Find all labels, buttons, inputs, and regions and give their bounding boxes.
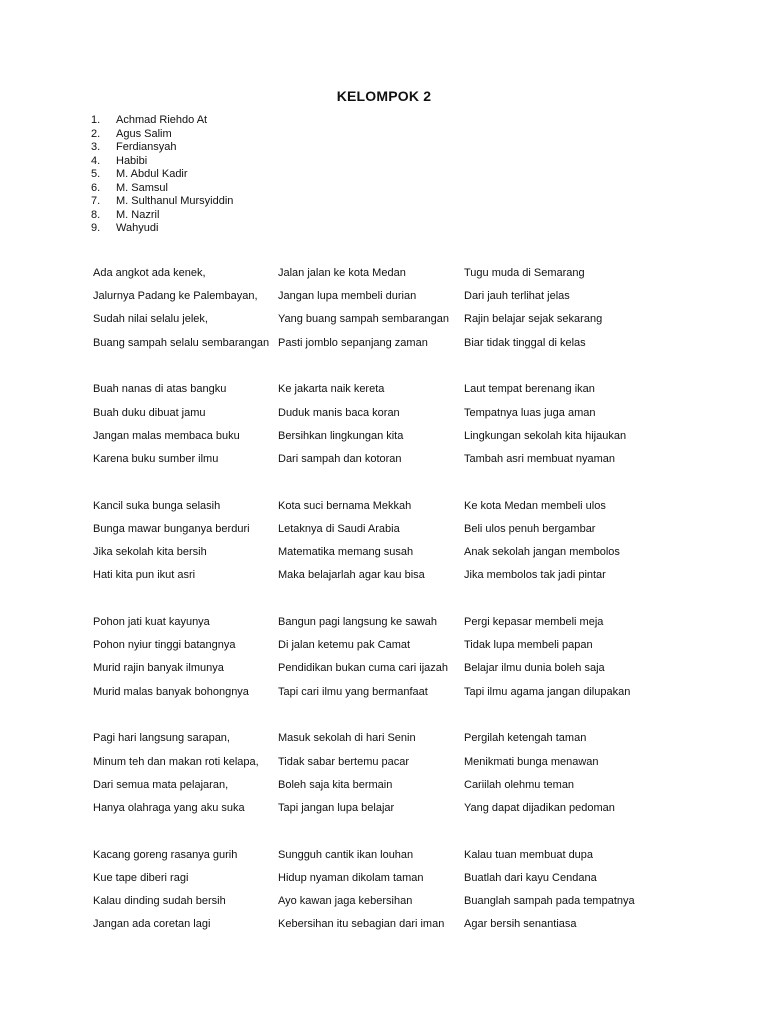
member-number: 9.	[91, 222, 101, 234]
pantun-line: Rajin belajar sejak sekarang	[464, 313, 603, 326]
pantun-line: Buatlah dari kayu Cendana	[464, 871, 597, 884]
pantun	[464, 731, 753, 824]
pantun-line: Kacang goreng rasanya gurih	[93, 848, 238, 861]
pantun-line: Letaknya di Saudi Arabia	[278, 522, 400, 535]
pantun-line: Jangan lupa membeli durian	[278, 290, 417, 303]
pantun-line: Hanya olahraga yang aku suka	[93, 801, 245, 814]
pantun	[278, 731, 464, 824]
pantun-line: Jalurnya Padang ke Palembayan,	[93, 290, 258, 303]
pantun-line: Jalan jalan ke kota Medan	[278, 267, 406, 279]
pantun-line: Pergi kepasar membeli meja	[464, 616, 604, 629]
pantun-line: Cariilah olehmu teman	[464, 778, 575, 791]
pantun-line: Yang buang sampah sembarangan	[278, 313, 450, 326]
member-item	[91, 128, 233, 142]
pantun-line: Pagi hari langsung sarapan,	[93, 732, 230, 745]
member-name: M. Sulthanul Mursyiddin	[116, 195, 234, 207]
pantun-row	[93, 382, 753, 475]
pantun	[278, 615, 464, 708]
pantun-line: Menikmati bunga menawan	[464, 755, 599, 768]
pantun-row	[93, 615, 753, 708]
pantun-line: Jika sekolah kita bersih	[93, 546, 207, 559]
member-name: Wahyudi	[116, 222, 159, 234]
member-item	[91, 141, 233, 155]
pantun-line: Laut tempat berenang ikan	[464, 383, 595, 396]
pantun-row	[93, 499, 753, 592]
member-number: 4.	[91, 154, 101, 167]
member-name: Agus Salim	[116, 127, 172, 140]
pantun-line: Hidup nyaman dikolam taman	[278, 871, 424, 884]
pantun-line: Belajar ilmu dunia boleh saja	[464, 662, 605, 675]
pantun-line: Minum teh dan makan roti kelapa,	[93, 755, 259, 768]
pantun-line: Lingkungan sekolah kita hijaukan	[464, 429, 627, 442]
pantun-line: Tugu muda di Semarang	[464, 267, 585, 279]
pantun-line: Tempatnya luas juga aman	[464, 406, 596, 419]
pantun-line: Pohon jati kuat kayunya	[93, 616, 210, 629]
pantun-line: Ayo kawan jaga kebersihan	[278, 895, 413, 908]
pantun	[464, 266, 753, 359]
member-item	[91, 155, 233, 169]
pantun-line: Ke kota Medan membeli ulos	[464, 499, 606, 512]
pantun-row	[93, 266, 753, 359]
pantun-line: Ada angkot ada kenek,	[93, 267, 206, 279]
pantun-line: Matematika memang susah	[278, 546, 414, 559]
pantun	[278, 499, 464, 592]
member-item	[91, 195, 233, 209]
pantun-line: Tapi jangan lupa belajar	[278, 801, 395, 814]
member-name: Ferdiansyah	[116, 141, 177, 153]
pantun-row	[93, 731, 753, 824]
member-name: Habibi	[116, 154, 148, 167]
pantun-line: Yang dapat dijadikan pedoman	[464, 801, 615, 814]
pantun-line: Buanglah sampah pada tempatnya	[464, 895, 635, 908]
pantun-line: Kebersihan itu sebagian dari iman	[278, 918, 445, 931]
pantun-line: Pendidikan bukan cuma cari ijazah	[278, 662, 448, 675]
member-item	[91, 209, 233, 223]
pantun-line: Di jalan ketemu pak Camat	[278, 639, 411, 652]
pantun-line: Jangan malas membaca buku	[93, 429, 240, 442]
pantun	[278, 848, 464, 941]
pantun-line: Agar bersih senantiasa	[464, 918, 577, 931]
pantun-line: Tapi ilmu agama jangan dilupakan	[464, 685, 631, 698]
pantun-line: Kancil suka bunga selasih	[93, 499, 221, 512]
pantun-line: Karena buku sumber ilmu	[93, 452, 219, 465]
pantun-line: Jika membolos tak jadi pintar	[464, 569, 606, 582]
pantun-line: Buah duku dibuat jamu	[93, 406, 206, 419]
pantun	[464, 615, 753, 708]
member-number: 7.	[91, 195, 101, 207]
member-item	[91, 182, 233, 196]
pantun-line: Murid rajin banyak ilmunya	[93, 662, 224, 675]
pantun-line: Dari jauh terlihat jelas	[464, 290, 570, 303]
member-name: Achmad Riehdo At	[116, 114, 208, 126]
pantun-line: Pergilah ketengah taman	[464, 732, 587, 745]
pantun-grid	[93, 266, 753, 940]
pantun-row	[93, 848, 753, 941]
pantun-line: Biar tidak tinggal di kelas	[464, 336, 586, 349]
pantun	[93, 848, 278, 941]
pantun-line: Buang sampah selalu sembarangan	[93, 336, 270, 349]
pantun	[464, 499, 753, 592]
pantun-line: Tidak sabar bertemu pacar	[278, 755, 410, 768]
pantun	[278, 266, 464, 359]
pantun-line: Dari sampah dan kotoran	[278, 452, 402, 465]
member-number: 5.	[91, 168, 101, 180]
pantun	[464, 382, 753, 475]
pantun-line: Beli ulos penuh bergambar	[464, 522, 596, 535]
pantun	[93, 499, 278, 592]
pantun-line: Ke jakarta naik kereta	[278, 383, 385, 396]
pantun	[93, 266, 278, 359]
pantun-line: Jangan ada coretan lagi	[93, 918, 211, 931]
document-title: KELOMPOK 2	[336, 88, 432, 104]
pantun	[93, 615, 278, 708]
pantun	[93, 382, 278, 475]
pantun-line: Bersihkan lingkungan kita	[278, 429, 404, 442]
pantun-line: Murid malas banyak bohongnya	[93, 685, 249, 698]
pantun-line: Kue tape diberi ragi	[93, 871, 189, 884]
pantun-line: Tidak lupa membeli papan	[464, 639, 593, 652]
member-list	[91, 114, 233, 236]
member-number: 3.	[91, 141, 101, 153]
pantun-line: Hati kita pun ikut asri	[93, 569, 196, 582]
pantun-line: Dari semua mata pelajaran,	[93, 778, 229, 791]
member-name: M. Nazril	[116, 208, 160, 221]
pantun-line: Maka belajarlah agar kau bisa	[278, 569, 425, 582]
pantun-line: Kalau dinding sudah bersih	[93, 895, 226, 908]
pantun	[464, 848, 753, 941]
pantun-line: Masuk sekolah di hari Senin	[278, 732, 416, 745]
member-number: 2.	[91, 127, 101, 140]
pantun-line: Sudah nilai selalu jelek,	[93, 313, 208, 326]
pantun-line: Bunga mawar bunganya berduri	[93, 522, 250, 535]
member-number: 8.	[91, 208, 101, 221]
pantun-line: Pohon nyiur tinggi batangnya	[93, 639, 236, 652]
pantun-line: Tambah asri membuat nyaman	[464, 452, 616, 465]
pantun	[278, 382, 464, 475]
pantun-line: Kota suci bernama Mekkah	[278, 499, 412, 512]
pantun-line: Duduk manis baca koran	[278, 406, 400, 419]
member-name: M. Samsul	[116, 181, 168, 194]
member-number: 6.	[91, 181, 101, 194]
pantun-line: Pasti jomblo sepanjang zaman	[278, 336, 428, 349]
member-item	[91, 114, 233, 128]
member-item	[91, 168, 233, 182]
pantun	[93, 731, 278, 824]
pantun-line: Anak sekolah jangan membolos	[464, 546, 620, 559]
pantun-line: Buah nanas di atas bangku	[93, 383, 227, 396]
pantun-line: Boleh saja kita bermain	[278, 778, 393, 791]
member-name: M. Abdul Kadir	[116, 168, 188, 180]
pantun-line: Kalau tuan membuat dupa	[464, 848, 594, 861]
member-number: 1.	[91, 114, 101, 126]
pantun-line: Bangun pagi langsung ke sawah	[278, 616, 438, 629]
pantun-line: Sungguh cantik ikan louhan	[278, 848, 414, 861]
member-item	[91, 222, 233, 236]
pantun-line: Tapi cari ilmu yang bermanfaat	[278, 685, 428, 698]
